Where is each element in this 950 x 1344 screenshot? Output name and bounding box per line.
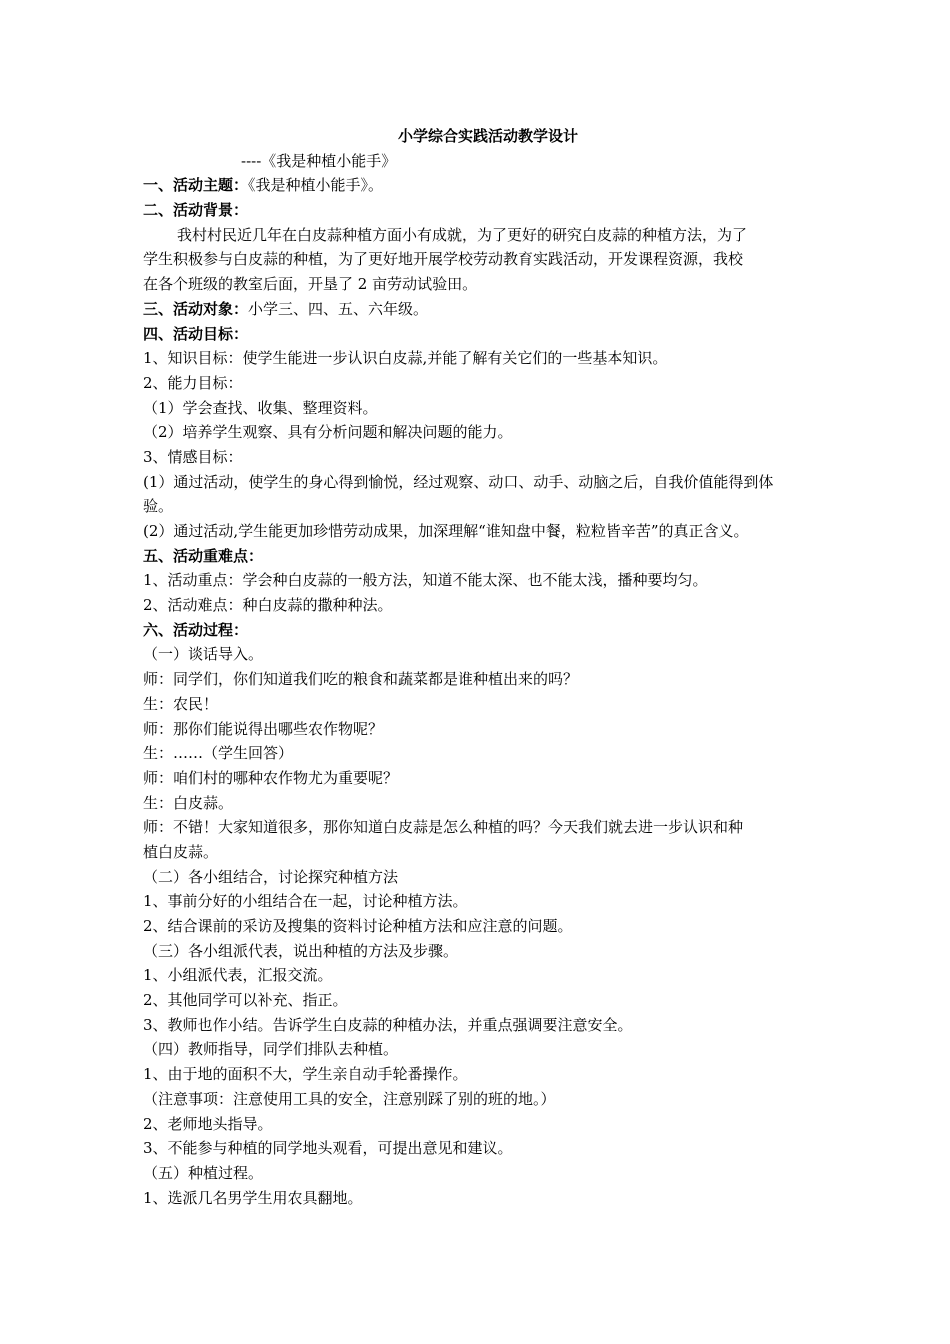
document-title: 小学综合实践活动教学设计: [397, 127, 578, 145]
paragraph-line: 生：……（学生回答）: [143, 744, 294, 763]
paragraph-line: 生：农民！: [143, 694, 219, 713]
paragraph-line: （二）各小组结合，讨论探究种植方法: [143, 867, 399, 886]
paragraph-line: （四）教师指导，同学们排队去种植。: [143, 1040, 399, 1059]
paragraph-line: 2、能力目标：: [143, 373, 243, 392]
paragraph-line: （注意事项：注意使用工具的安全，注意别踩了别的班的地。）: [143, 1089, 556, 1108]
paragraph-line: 1、事前分好的小组结合在一起，讨论种植方法。: [143, 892, 468, 911]
section-text: 小学三、四、五、六年级。: [248, 299, 429, 318]
section-theme: [143, 173, 823, 198]
section-heading: [143, 198, 823, 223]
paragraph-line: 师：咱们村的哪种农作物尤为重要呢？: [143, 768, 399, 787]
document-subtitle: ----《我是种植小能手》: [241, 151, 397, 170]
paragraph-line: 2、活动难点：种白皮蒜的撒种种法。: [143, 596, 393, 615]
paragraph-line: （2）培养学生观察、具有分析问题和解决问题的能力。: [143, 423, 513, 442]
section-heading: 三、活动对象：: [143, 299, 249, 318]
paragraph-line: 学生积极参与白皮蒜的种植，为了更好地开展学校劳动教育实践活动，开发课程资源，我校: [143, 250, 744, 269]
paragraph-line: （五）种植过程。: [143, 1163, 264, 1182]
paragraph-line: 1、活动重点：学会种白皮蒜的一般方法，知道不能太深、也不能太浅，播种要均匀。: [143, 571, 708, 590]
paragraph-line: 植白皮蒜。: [143, 842, 219, 861]
section-heading-label: 六、活动过程：: [143, 620, 249, 639]
paragraph-line: 3、不能参与种植的同学地头观看，可提出意见和建议。: [143, 1139, 513, 1158]
paragraph-line: 我村村民近几年在白皮蒜种植方面小有成就，为了更好的研究白皮蒜的种植方法，为了: [177, 225, 748, 244]
paragraph-line: 3、情感目标：: [143, 447, 243, 466]
paragraph-line: 1、选派几名男学生用农具翻地。: [143, 1188, 363, 1207]
section-audience: [143, 297, 823, 322]
section-heading: 一、活动主题：: [143, 176, 249, 195]
section-heading-label: 四、活动目标：: [143, 324, 249, 343]
paragraph-line: 1、知识目标：使学生能进一步认识白皮蒜,并能了解有关它们的一些基本知识。: [143, 349, 668, 368]
section-heading-label: 五、活动重难点：: [143, 546, 264, 565]
paragraph-line: 1、由于地的面积不大，学生亲自动手轮番操作。: [143, 1065, 468, 1084]
section-heading: [143, 618, 823, 643]
paragraph-line: 2、老师地头指导。: [143, 1114, 273, 1133]
section-heading: [143, 544, 823, 569]
paragraph-line: (1）通过活动，使学生的身心得到愉悦，经过观察、动口、动手、动脑之后，自我价值能得到体: [143, 472, 774, 491]
paragraph-line: 师：不错！大家知道很多，那你知道白皮蒜是怎么种植的吗？今天我们就去进一步认识和种: [143, 818, 744, 837]
paragraph-line: 验。: [143, 497, 174, 516]
paragraph-line: 师：那你们能说得出哪些农作物呢？: [143, 719, 384, 738]
paragraph-line: (2）通过活动,学生能更加珍惜劳动成果，加深理解“谁知盘中餐，粒粒皆辛苦”的真正含义。: [143, 522, 749, 540]
paragraph-line: （一）谈话导入。: [143, 645, 264, 664]
section-heading-label: 二、活动背景：: [143, 201, 249, 220]
paragraph-line: 师：同学们，你们知道我们吃的粮食和蔬菜都是谁种植出来的吗？: [143, 670, 579, 689]
paragraph-line: 生：白皮蒜。: [143, 793, 234, 812]
paragraph-line: 3、教师也作小结。告诉学生白皮蒜的种植办法，并重点强调要注意安全。: [143, 1015, 633, 1034]
section-text: 《我是种植小能手》。: [248, 176, 384, 195]
section-heading: [143, 322, 823, 347]
document-body: [143, 124, 823, 1210]
paragraph-line: （1）学会查找、收集、整理资料。: [143, 398, 378, 417]
paragraph-line: 2、结合课前的采访及搜集的资料讨论种植方法和应注意的问题。: [143, 917, 573, 935]
paragraph-line: 2、其他同学可以补充、指正。: [143, 991, 348, 1010]
paragraph-line: 在各个班级的教室后面，开垦了 2 亩劳动试验田。: [143, 275, 478, 294]
paragraph-line: （三）各小组派代表，说出种植的方法及步骤。: [143, 941, 459, 960]
paragraph-line: 1、小组派代表，汇报交流。: [143, 966, 333, 985]
